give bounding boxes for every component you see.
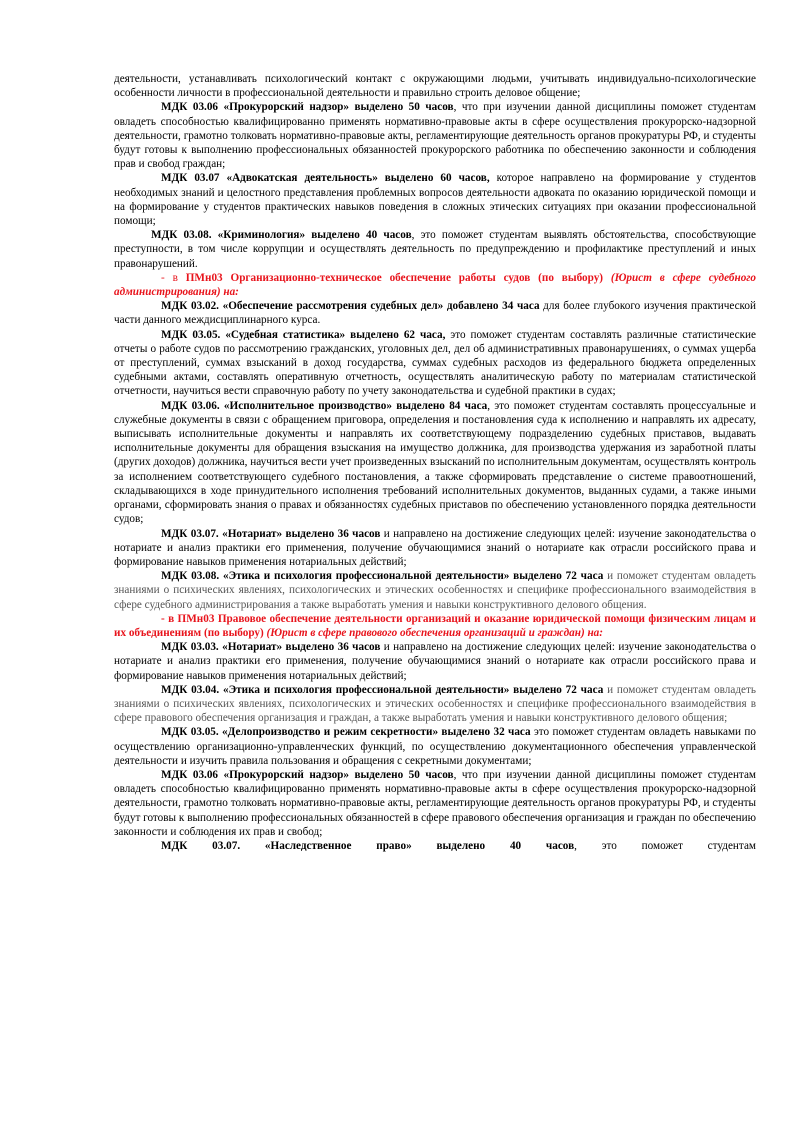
paragraph-records-management xyxy=(114,725,756,768)
course-title: МДК 03.04. «Этика и психология профессиональной деятельности» выделено 72 часа xyxy=(161,683,604,696)
course-description: это поможет студентам составлять различные статистические отчеты о работе судов по рассмотрению гражданских, уголовных дел, дел об административных правонарушениях, о суммах ущерба от преступлений, суммах взысканий в доход государства, суммах судебных расходов из федерального бюджета определенных судебными актами, составлять оперативную отчетность, осуществлять аналитическую работу по материалам статистической отчетности, научиться вести справочную работу по учету законодательства и судебной практики в судах; xyxy=(114,328,756,398)
course-description: и поможет студентам овладеть знаниями о психических явлениях, психологических и этических особенностях и специфике профессионального взаимодействия в сфере правового обеспечения организация и граждан, а также выработать умения и навыки конструктивного делового общения; xyxy=(114,683,756,725)
heading-specialization: (Юрист в сфере правового обеспечения организаций и граждан) на: xyxy=(263,626,603,639)
heading-title: ПМн03 Организационно-техническое обеспечение работы судов (по выбору) xyxy=(185,271,604,284)
section-heading-legal-support xyxy=(114,612,756,640)
course-description: , это поможет студентам выявлять обстоятельства, способствующие преступности, в том числе коррупции и осуществлять деятельность по предупреждению и профилактике преступлений и иных правонарушений. xyxy=(114,229,756,270)
course-description: и поможет студентам овладеть знаниями о психических явлениях, психологических и этических особенностях и специфике профессионального взаимодействия в сфере судебного администрирования а также выработать умения и навыки конструктивного делового общения. xyxy=(114,570,756,611)
course-title: МДК 03.05. «Судебная статистика» выделено 62 часа, xyxy=(161,328,446,341)
paragraph-advocacy xyxy=(114,171,756,228)
paragraph-prosecutor-supervision xyxy=(114,100,756,171)
course-description: это поможет студентам овладеть навыками по осуществлению организационно-управленческих функций, по осуществлению документационного обеспечения управленческой деятельности и изучить правила пользования и обращения с секретными документами; xyxy=(114,726,756,767)
paragraph-court-cases xyxy=(114,299,756,327)
section-heading-court-support xyxy=(114,271,756,299)
paragraph-court-statistics xyxy=(114,328,756,399)
paragraph-enforcement xyxy=(114,399,756,527)
course-title: МДК 03.07 «Адвокатская деятельность» выделено 60 часов, xyxy=(161,172,490,185)
course-title: МДК 03.05. «Делопроизводство и режим секретности» выделено 32 часа xyxy=(161,726,531,739)
paragraph-inheritance-law xyxy=(114,839,756,853)
heading-specialization: (Юрист в сфере судебного администрирования) на: xyxy=(114,271,757,299)
course-description: , это поможет студентам составлять процессуальные и служебные документы в связи с обращением приговора, определения и постановления суда к исполнению и направлять их адресату, выписывать исполнительные документы и направлять их соответствующему подразделению судебных приставов, выдавать исполнительные документы для обращения взыскания на имущество должника, для производства удержания из заработной платы (других доходов) должника, научиться вести учет произведенных взысканий по исполнительным документам, осуществлять контроль за исполнением соответствующего судебного постановления, а также сформировать представление о системе правоотношений, складывающихся в ходе принудительного исполнения требований исполнительных документов, выданных судами, а также иными органами, сформировать знания о правах и обязанностях судебных приставов по обеспечению установленного порядка деятельности судов; xyxy=(114,399,756,526)
course-description: , это поможет студентам xyxy=(574,839,756,852)
heading-prefix: - в xyxy=(161,271,186,284)
paragraph-ethics-2 xyxy=(114,683,756,726)
paragraph-ethics xyxy=(114,569,756,612)
course-title: МДК 03.06 «Прокурорский надзор» выделено 50 часов xyxy=(161,768,454,781)
course-title: МДК 03.03. «Нотариат» выделено 36 часов xyxy=(161,641,381,654)
course-title: МДК 03.07. «Наследственное право» выделено 40 часов xyxy=(161,839,575,852)
course-description: которое направлено на формирование у студентов необходимых знаний и целостного представления проблемных вопросов деятельности адвоката по оказанию юридической помощи и на формирование у студентов практических навыков поведения в сложных этических ситуациях при оказании профессиональной помощи; xyxy=(114,172,756,228)
course-description: для более глубокого изучения практической части данного междисциплинарного курса. xyxy=(114,300,756,327)
paragraph-notary xyxy=(114,527,756,570)
course-title: МДК 03.02. «Обеспечение рассмотрения судебных дел» добавлено 34 часа xyxy=(161,300,540,313)
course-title: МДК 03.06 «Прокурорский надзор» выделено 50 часов xyxy=(161,101,454,114)
course-title: МДК 03.08. «Криминология» выделено 40 часов xyxy=(151,229,412,242)
paragraph-notary-2 xyxy=(114,640,756,683)
course-description: , что при изучении данной дисциплины поможет студентам овладеть способностью квалифицированно применять нормативно-правовые акты в сфере осуществления прокурорско-надзорной деятельности, грамотно толковать нормативно-правовые акты, регламентирующие деятельность органов прокуратуры РФ, и студенты будут готовы к выполнению профессиональных обязанностей прокурорского работника по обеспечению законности и соблюдения прав и свобод граждан; xyxy=(114,101,756,171)
course-description: и направлено на достижение следующих целей: изучение законодательства о нотариате и анализ практики его применения, получение обучающимися знаний о нотариате как отрасли российского права и формирование навыков применения нотариальных действий; xyxy=(114,641,756,682)
course-description: и направлено на достижение следующих целей: изучение законодательства о нотариате и анализ практики его применения, получение обучающимися знаний о нотариате как отрасли российского права и формирование навыков применения нотариальных действий; xyxy=(114,527,756,568)
document-page xyxy=(114,72,756,853)
course-title: МДК 03.06. «Исполнительное производство» выделено 84 часа xyxy=(161,399,488,412)
course-description: , что при изучении данной дисциплины поможет студентам овладеть способностью квалифицированно применять нормативно-правовые акты в сфере осуществления прокурорско-надзорной деятельности, грамотно толковать нормативно-правовые акты, регламентирующие деятельность органов прокуратуры РФ, и студенты будут готовы к выполнению профессиональных обязанностей в сфере правового обеспечения организация и граждан по обеспечению законности и соблюдения их прав и свобод; xyxy=(114,768,756,838)
heading-title: - в ПМн03 Правовое обеспечение деятельности организаций и оказание юридической помощи физическим лицам и их объединениям (по выбору) xyxy=(114,612,756,639)
paragraph-prosecutor-supervision-2 xyxy=(114,768,756,839)
course-title: МДК 03.08. «Этика и психология профессиональной деятельности» выделено 72 часа xyxy=(161,570,604,583)
course-title: МДК 03.07. «Нотариат» выделено 36 часов xyxy=(161,527,381,540)
paragraph-criminology xyxy=(114,228,756,271)
paragraph-intro: деятельности, устанавливать психологический контакт с окружающими людьми, учитывать индивидуально-психологические особенности личности в профессиональной деятельности и правильно строить деловое общение; xyxy=(114,73,756,100)
